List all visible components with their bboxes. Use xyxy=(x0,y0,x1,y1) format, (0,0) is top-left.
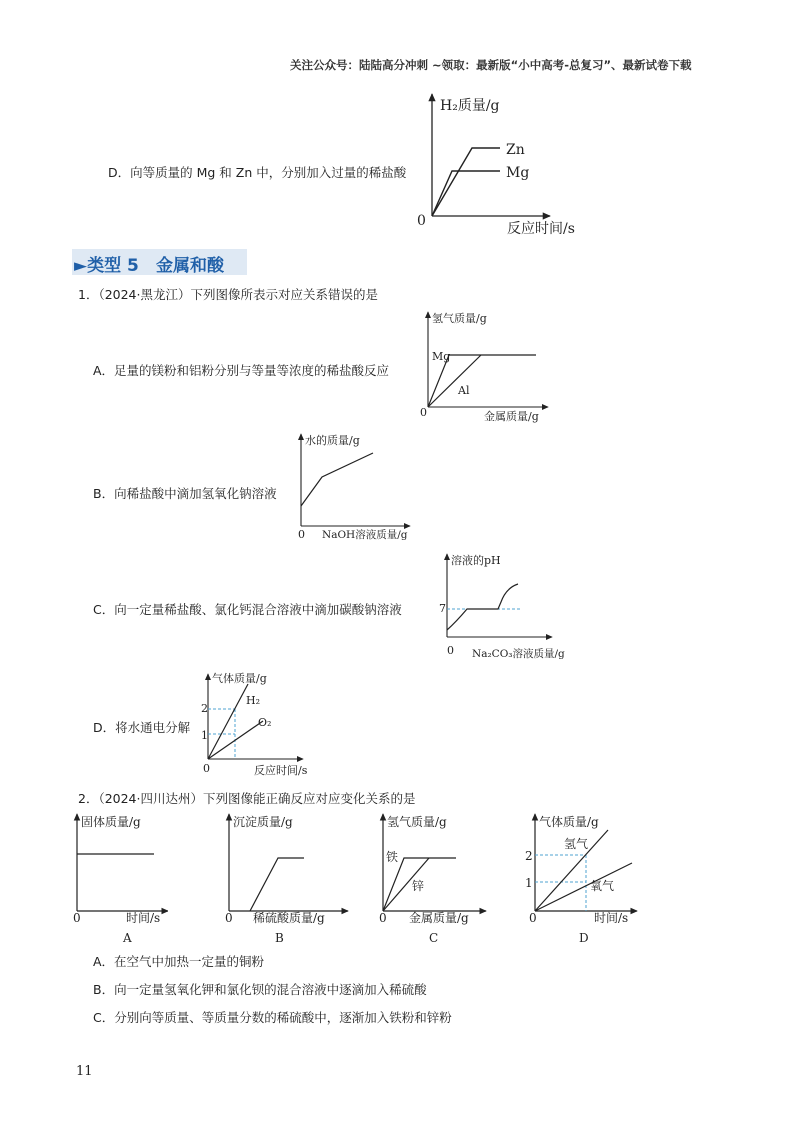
figure-caption: C xyxy=(429,931,439,945)
y-axis-label: 沉淀质量/g xyxy=(233,815,293,829)
origin-label: 0 xyxy=(447,644,454,657)
series-label-hydrogen: 氢气 xyxy=(564,837,589,851)
top-item-text: D．向等质量的 Mg 和 Zn 中，分别加入过量的稀盐酸 xyxy=(108,165,407,180)
q1-graph-a xyxy=(418,308,558,426)
tick-7: 7 xyxy=(439,602,446,615)
q1-stem: 1．（2024·黑龙江）下列图像所表示对应关系错误的是 xyxy=(78,287,378,302)
x-axis-label: 金属质量/g xyxy=(484,410,539,423)
figure-caption: B xyxy=(275,931,284,945)
origin-label: 0 xyxy=(379,911,387,925)
tick-2: 2 xyxy=(201,702,208,715)
q2-option-b: B．向一定量氢氧化钾和氯化钡的混合溶液中逐滴加入稀硫酸 xyxy=(93,982,427,997)
y-axis-label: 溶液的pH xyxy=(451,554,501,567)
q2-graph-b xyxy=(220,808,355,948)
page-header: 关注公众号：陆陆高分冲刺 ~领取：最新版“小中高考-总复习”、最新试卷下载 xyxy=(290,58,692,72)
x-axis-label: 金属质量/g xyxy=(409,911,469,925)
q1-option-c: C．向一定量稀盐酸、氯化钙混合溶液中滴加碳酸钠溶液 xyxy=(93,602,402,617)
section-title: 金属和酸 xyxy=(156,256,224,276)
tick-1: 1 xyxy=(525,876,533,890)
tick-1: 1 xyxy=(201,729,208,742)
series-label-mg: Mg xyxy=(432,350,451,363)
origin-label: 0 xyxy=(420,406,427,419)
series-label-h2: H₂ xyxy=(246,694,261,707)
y-axis-label: 氢气质量/g xyxy=(432,312,487,325)
section-marker: ►类型 5 xyxy=(74,256,139,276)
q1-option-a: A．足量的镁粉和铝粉分别与等量等浓度的稀盐酸反应 xyxy=(93,363,390,378)
q2-stem: 2．（2024·四川达州）下列图像能正确反应对应变化关系的是 xyxy=(78,791,416,806)
series-label-oxygen: 氧气 xyxy=(590,879,615,893)
top-item-graph xyxy=(412,88,602,238)
x-axis-label: 时间/s xyxy=(594,911,629,925)
series-label-zinc: 锌 xyxy=(412,879,425,893)
y-axis-label: 水的质量/g xyxy=(305,434,360,447)
series-label-al: Al xyxy=(458,384,470,397)
y-axis-label: H₂质量/g xyxy=(440,98,500,114)
x-axis-label: 稀硫酸质量/g xyxy=(253,911,325,925)
origin-label: 0 xyxy=(529,911,537,925)
x-axis-label: 反应时间/s xyxy=(507,221,575,237)
series-label-mg: Mg xyxy=(506,165,530,181)
series-label-zn: Zn xyxy=(506,142,525,158)
origin-label: 0 xyxy=(298,528,305,541)
figure-caption: A xyxy=(123,931,132,945)
tick-2: 2 xyxy=(525,849,533,863)
origin-label: 0 xyxy=(225,911,233,925)
x-axis-label: 时间/s xyxy=(126,911,161,925)
y-axis-label: 气体质量/g xyxy=(212,672,267,685)
series-label-o2: O₂ xyxy=(258,716,272,729)
x-axis-label: NaOH溶液质量/g xyxy=(322,529,408,541)
origin-label: 0 xyxy=(73,911,81,925)
figure-caption: D xyxy=(579,931,589,945)
y-axis-label: 气体质量/g xyxy=(539,815,599,829)
zn-line xyxy=(432,148,500,216)
q2-graph-c xyxy=(374,808,494,948)
q1-graph-b xyxy=(290,430,420,548)
page-number: 11 xyxy=(76,1064,93,1079)
q1-option-d: D．将水通电分解 xyxy=(93,720,191,735)
origin-label: 0 xyxy=(417,213,426,229)
y-axis-label: 氢气质量/g xyxy=(387,815,447,829)
q1-option-b: B．向稀盐酸中滴加氢氧化钠溶液 xyxy=(93,486,277,501)
q2-option-a: A．在空气中加热一定量的铜粉 xyxy=(93,954,265,969)
q1-graph-c xyxy=(438,550,568,665)
series-label-iron: 铁 xyxy=(386,850,399,864)
mg-line xyxy=(432,171,500,216)
origin-label: 0 xyxy=(203,762,210,775)
y-axis-label: 固体质量/g xyxy=(81,815,141,829)
x-axis-label: Na₂CO₃溶液质量/g xyxy=(472,648,565,660)
q2-graph-a xyxy=(68,808,168,948)
q1-graph-d xyxy=(198,668,318,780)
x-axis-label: 反应时间/s xyxy=(254,764,308,777)
q2-graph-d xyxy=(520,808,645,948)
q2-option-c: C．分别向等质量、等质量分数的稀硫酸中，逐渐加入铁粉和锌粉 xyxy=(93,1010,452,1025)
